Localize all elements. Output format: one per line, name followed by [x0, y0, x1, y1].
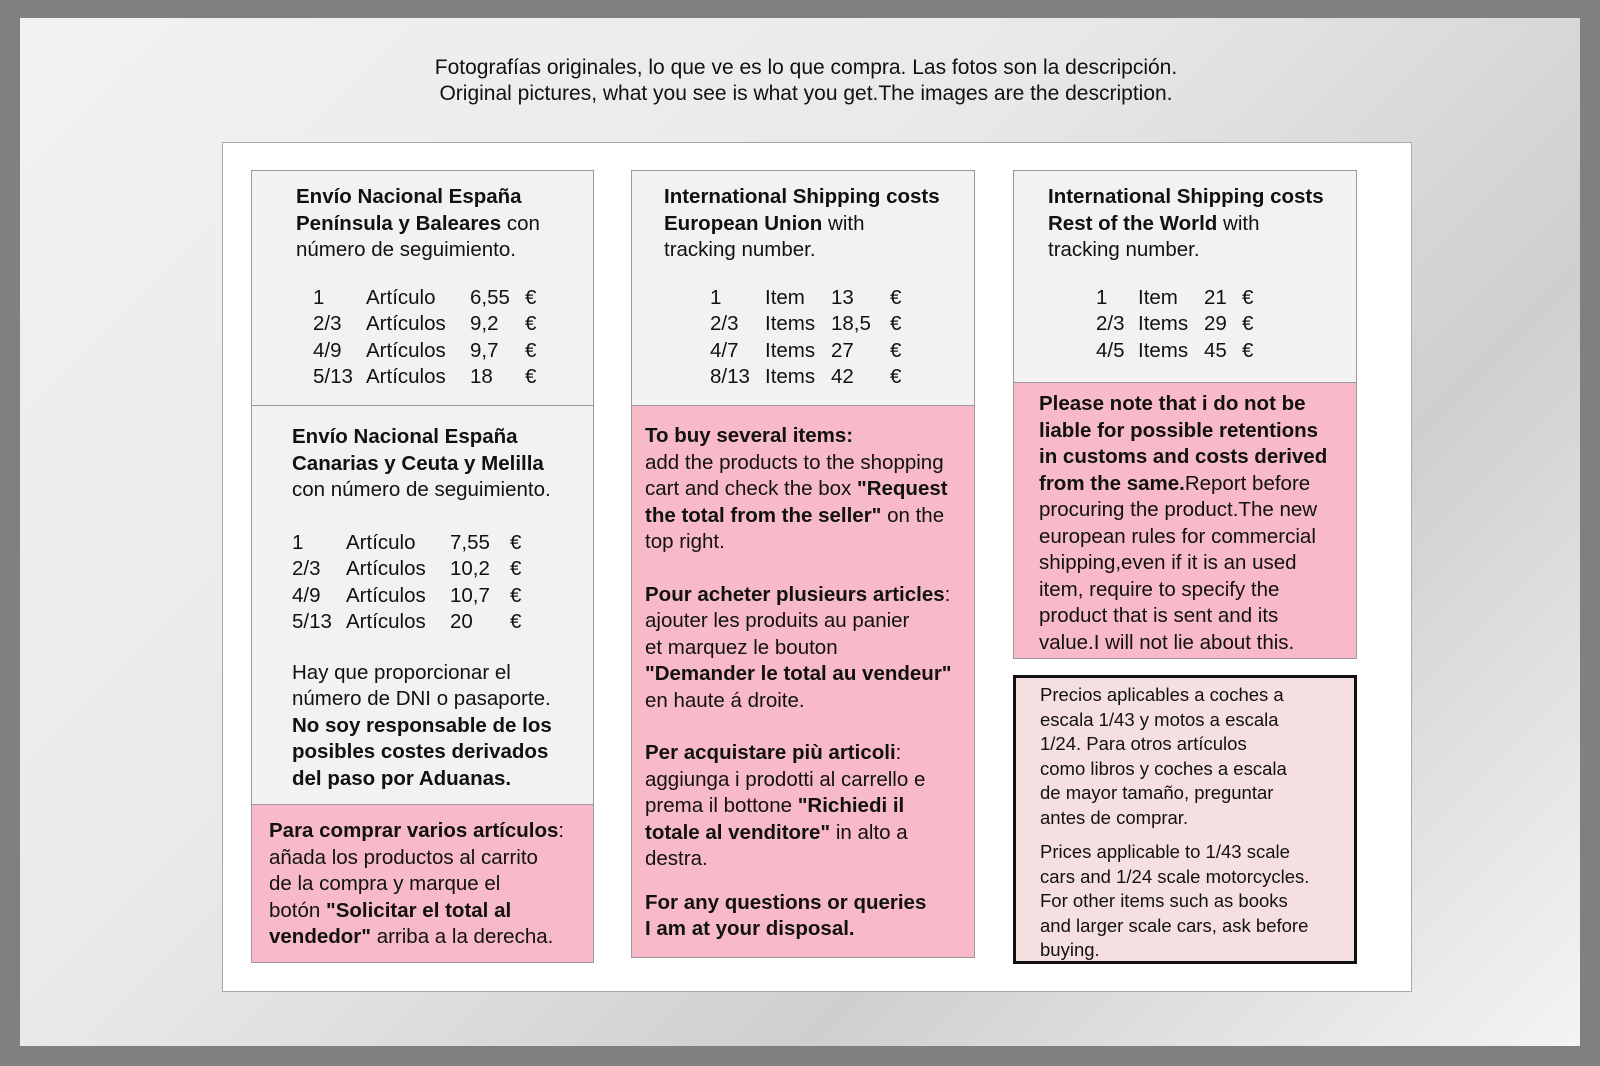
title-line-1: Envío Nacional España — [292, 425, 518, 448]
buy-fr-line: et marquez le bouton — [645, 635, 838, 659]
rate-row: 5/13 Artículos 18 € — [313, 365, 537, 388]
customs-line: product that is sent and its — [1039, 604, 1279, 627]
buy-it-bold: totale al venditore" — [645, 820, 831, 844]
title-line-2-rest: con — [501, 211, 540, 235]
rates-table — [292, 530, 593, 636]
rate-row: 2/3 Items 18,5 € — [710, 312, 902, 335]
world-shipping-box — [1013, 170, 1357, 383]
eu-shipping-box — [631, 170, 975, 406]
buy-es-line: arriba a la derecha. — [371, 925, 554, 948]
buy-it-line: prema il bottone — [645, 794, 798, 817]
header — [20, 55, 1580, 107]
buy-es-heading: Para comprar varios artículos — [269, 819, 559, 842]
customs-line: shipping,even if it is an used — [1039, 551, 1297, 574]
buy-es-line: botón — [269, 898, 326, 922]
title-line-2: Canarias y Ceuta y Melilla — [292, 451, 544, 475]
prices-en-line: and larger scale cars, ask before — [1040, 914, 1309, 936]
customs-bold-line: from the same. — [1039, 471, 1185, 495]
prices-es-line: como libros y coches a escala — [1040, 757, 1287, 779]
title-line-2: Península y Baleares — [296, 211, 502, 235]
buy-en-line: on the — [881, 503, 945, 527]
prices-es-line: Precios aplicables a coches a — [1040, 684, 1284, 705]
header-line-en: Original pictures, what you see is what you get.The images are the description. — [439, 82, 1173, 105]
customs-bold-line: liable for possible retentions — [1039, 418, 1319, 442]
title-line-1: International Shipping costs — [1048, 185, 1324, 208]
customs-bold-line: Please note that i do not be — [1039, 392, 1306, 415]
customs-note-es — [292, 660, 593, 793]
rate-row: 1 Item 13 € — [710, 285, 902, 309]
buy-es-bold: vendedor" — [269, 925, 371, 948]
buy-several-es-box — [251, 804, 594, 963]
title-line-3: tracking number. — [664, 238, 816, 261]
spain-canarias-box — [251, 405, 594, 805]
customs-line: value.I will not lie about this. — [1039, 630, 1295, 654]
customs-line: procuring the product.The new — [1039, 498, 1318, 521]
customs-line: Report before — [1184, 471, 1311, 495]
prices-en-line: cars and 1/24 scale motorcycles. — [1040, 865, 1310, 887]
buy-en-line: top right. — [645, 530, 725, 553]
title-line-2: Rest of the World — [1048, 211, 1218, 235]
prices-es-line: 1/24. Para otros artículos — [1040, 733, 1247, 754]
buy-es-line: de la compra y marque el — [269, 872, 501, 895]
rate-row: 4/7 Items 27 € — [710, 338, 902, 362]
title-line-1: International Shipping costs — [664, 185, 940, 208]
buy-es-colon: : — [558, 819, 565, 842]
buy-fr-heading: Pour acheter plusieurs articles — [645, 582, 945, 606]
title-line-2-rest: with — [822, 211, 865, 235]
customs-line: european rules for commercial — [1039, 524, 1316, 548]
prices-en-line: For other items such as books — [1040, 890, 1288, 911]
buy-en-line: add the products to the shopping — [645, 450, 944, 474]
buy-en-bold: "Request — [856, 477, 948, 500]
header-line-es: Fotografías originales, lo que ve es lo que compra. Las fotos son la descripción. — [434, 56, 1178, 79]
rate-row: 4/9 Artículos 9,7 € — [313, 338, 537, 362]
buy-it-bold: "Richiedi il — [797, 794, 905, 817]
title-line-1: Envío Nacional España — [296, 185, 522, 208]
buy-it-line: aggiunga i prodotti al carrello e — [645, 767, 926, 791]
rate-row: 1 Item 21 € — [1096, 285, 1254, 309]
rate-row: 4/9 Artículos 10,7 € — [292, 583, 522, 607]
note-bold-line: del paso por Aduanas. — [292, 766, 512, 790]
rate-row: 5/13 Artículos 20 € — [292, 610, 522, 633]
prices-en-line: Prices applicable to 1/43 scale — [1040, 841, 1290, 862]
buy-es-line: añada los productos al carrito — [269, 845, 538, 869]
rate-row: 8/13 Items 42 € — [710, 365, 902, 388]
buy-fr-line: ajouter les produits au panier — [645, 609, 910, 632]
spain-peninsula-box — [251, 170, 594, 406]
title-line-3: tracking number. — [1048, 238, 1200, 261]
prices-en-line: buying. — [1040, 939, 1100, 960]
rate-row: 4/5 Items 45 € — [1096, 338, 1254, 362]
rates-table — [1096, 285, 1356, 365]
title-line-3: número de seguimiento. — [296, 238, 516, 261]
content-panel — [222, 142, 1412, 992]
note-line: número de DNI o pasaporte. — [292, 687, 551, 710]
customs-bold-line: in customs and costs derived — [1039, 445, 1328, 468]
title-line-3: con número de seguimiento. — [292, 478, 551, 501]
rate-row: 1 Artículo 6,55 € — [313, 285, 537, 309]
rates-table — [710, 285, 974, 391]
buy-it-line: in alto a — [830, 820, 908, 844]
buy-it-line: destra. — [645, 847, 708, 870]
note-bold-line: No soy responsable de los — [292, 713, 552, 737]
rate-row: 2/3 Artículos 9,2 € — [313, 312, 537, 335]
page-background — [20, 18, 1580, 1046]
buy-it-heading: Per acquistare più articoli — [645, 741, 896, 764]
prices-es-line: de mayor tamaño, preguntar — [1040, 782, 1274, 803]
rate-row: 2/3 Items 29 € — [1096, 312, 1254, 335]
prices-es-line: antes de comprar. — [1040, 806, 1189, 828]
scale-prices-box — [1013, 675, 1357, 964]
buy-fr-colon: : — [944, 582, 951, 606]
note-line: Hay que proporcionar el — [292, 660, 511, 684]
questions-line: I am at your disposal. — [645, 917, 855, 940]
rate-row: 2/3 Artículos 10,2 € — [292, 557, 522, 580]
buy-en-heading: To buy several items: — [645, 424, 854, 447]
buy-it-colon: : — [895, 741, 902, 764]
title-line-2: European Union — [664, 211, 823, 235]
buy-fr-line: en haute á droite. — [645, 688, 805, 712]
buy-en-line: cart and check the box — [645, 477, 857, 500]
buy-fr-bold: "Demander le total au vendeur" — [645, 662, 952, 685]
title-line-2-rest: with — [1217, 211, 1260, 235]
buy-en-bold: the total from the seller" — [645, 503, 882, 527]
buy-several-multilang-box — [631, 405, 975, 958]
note-bold-line: posibles costes derivados — [292, 740, 549, 763]
rate-row: 1 Artículo 7,55 € — [292, 530, 522, 554]
buy-es-bold: "Solicitar el total al — [326, 898, 512, 922]
prices-es-line: escala 1/43 y motos a escala — [1040, 708, 1279, 730]
questions-line: For any questions or queries — [645, 890, 927, 914]
customs-line: item, require to specify the — [1039, 577, 1280, 601]
customs-disclaimer-box — [1013, 382, 1357, 659]
rates-table — [313, 285, 593, 391]
